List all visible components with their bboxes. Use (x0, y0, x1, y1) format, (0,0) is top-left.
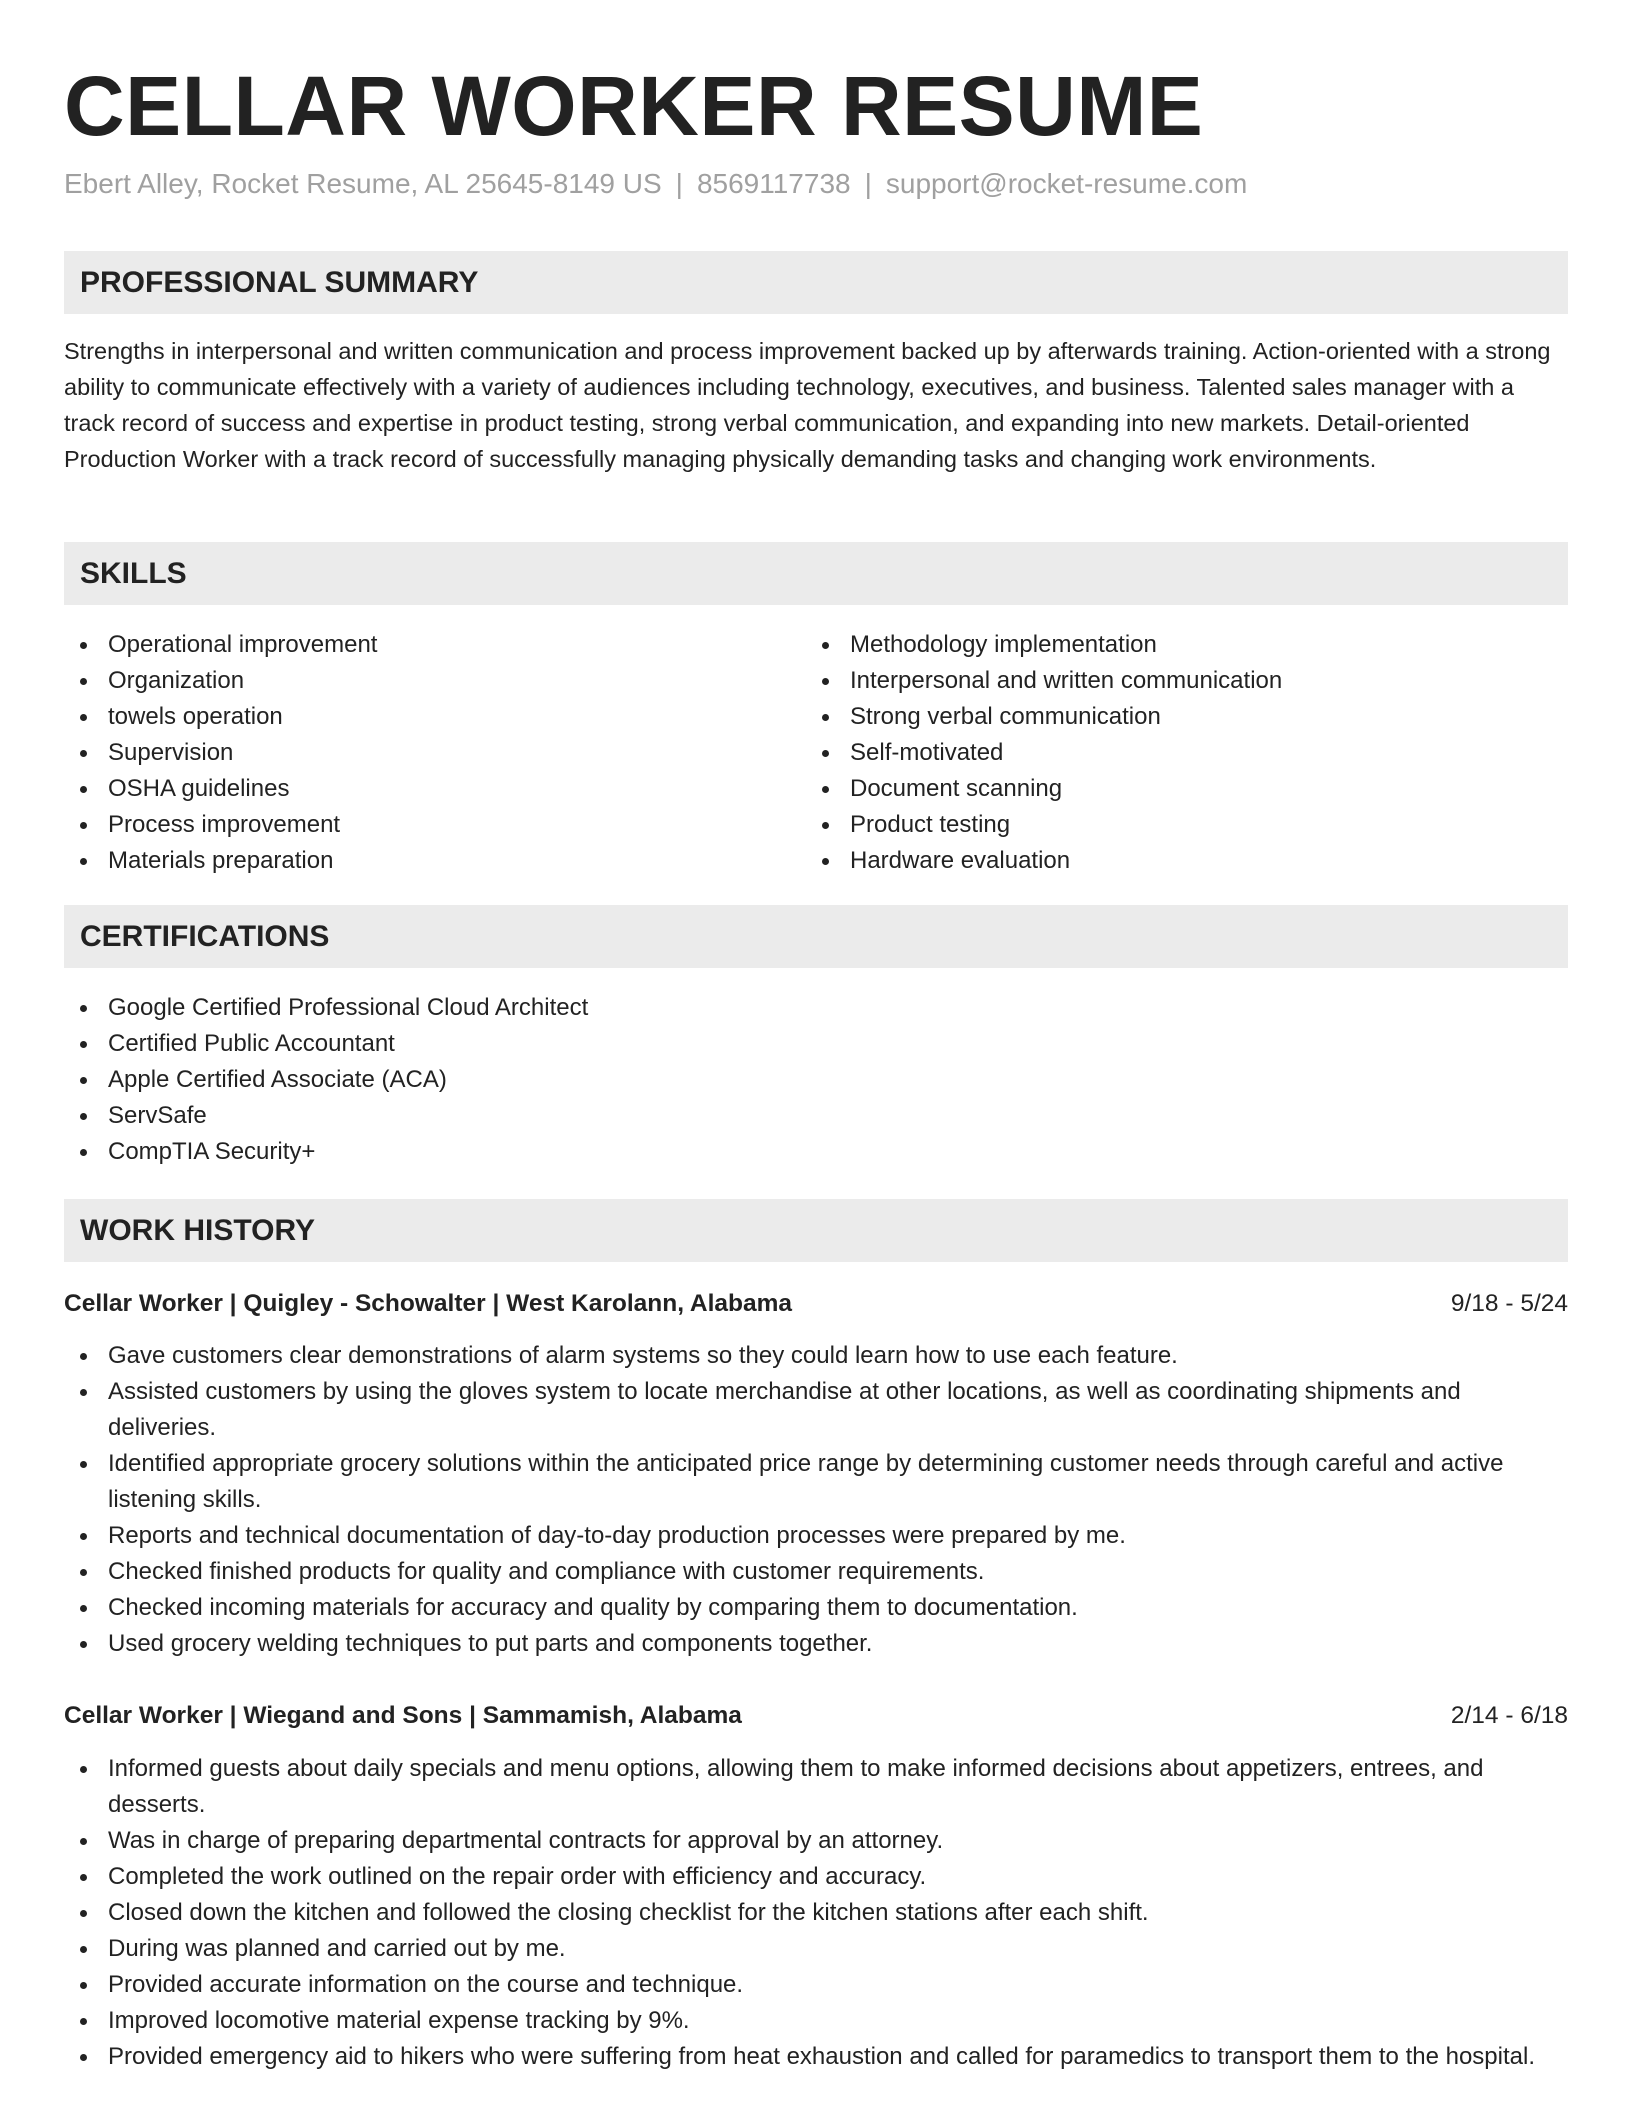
skills-heading: SKILLS (64, 542, 1568, 605)
job-bullets (64, 1751, 1568, 2075)
contact-phone: 8569117738 (696, 168, 851, 199)
skill-item: Self-motivated (806, 735, 1566, 771)
certification-item: CompTIA Security+ (64, 1134, 1264, 1170)
contact-address: Ebert Alley, Rocket Resume, AL 25645-8149 US (64, 168, 662, 199)
skill-item: Interpersonal and written communication (806, 663, 1566, 699)
job-title: Cellar Worker | Wiegand and Sons | Sammamish, Alabama (64, 1702, 742, 1729)
skill-item: towels operation (64, 699, 764, 735)
job-bullet: Identified appropriate grocery solutions within the anticipated price range by determining customer needs through careful and active listening skills. (64, 1446, 1568, 1518)
contact-line (64, 166, 1247, 202)
job-bullet: Reports and technical documentation of day-to-day production processes were prepared by me. (64, 1518, 1568, 1554)
job-bullet: Used grocery welding techniques to put parts and components together. (64, 1626, 1568, 1662)
job-header (64, 1698, 1568, 1734)
job-bullet: Gave customers clear demonstrations of alarm systems so they could learn how to use each feature. (64, 1338, 1568, 1374)
skill-item: Organization (64, 663, 764, 699)
skill-item: Product testing (806, 807, 1566, 843)
job-bullet: Closed down the kitchen and followed the closing checklist for the kitchen stations after each shift. (64, 1895, 1568, 1931)
contact-separator: | (864, 168, 872, 199)
job-bullet: Completed the work outlined on the repair order with efficiency and accuracy. (64, 1859, 1568, 1895)
skill-item: Hardware evaluation (806, 843, 1566, 879)
job-bullet: Was in charge of preparing departmental contracts for approval by an attorney. (64, 1823, 1568, 1859)
certification-item: Certified Public Accountant (64, 1026, 1264, 1062)
job-bullet: Checked finished products for quality and compliance with customer requirements. (64, 1554, 1568, 1590)
contact-email: support@rocket-resume.com (885, 168, 1248, 199)
certification-item: ServSafe (64, 1098, 1264, 1134)
skill-item: Strong verbal communication (806, 699, 1566, 735)
job-bullets (64, 1338, 1568, 1662)
skills-list-left (64, 627, 764, 879)
job-bullet: Provided accurate information on the course and technique. (64, 1967, 1568, 2003)
contact-separator: | (675, 168, 683, 199)
job-bullet: Provided emergency aid to hikers who were suffering from heat exhaustion and called for paramedics to transport them to the hospital. (64, 2039, 1568, 2075)
skill-item: OSHA guidelines (64, 771, 764, 807)
certification-item: Apple Certified Associate (ACA) (64, 1062, 1264, 1098)
summary-text: Strengths in interpersonal and written communication and process improvement backed up by afterwards training. Action-oriented with a strong ability to communicate effectively with a variety of audiences including technology, executives, and business. Talented sales manager with a track record of success and expertise in product testing, strong verbal communication, and expanding into new markets. Detail-oriented Production Worker with a track record of successfully managing physically demanding tasks and changing work environments. (64, 338, 1551, 472)
certifications-heading: CERTIFICATIONS (64, 905, 1568, 968)
job-bullet: Improved locomotive material expense tracking by 9%. (64, 2003, 1568, 2039)
job-title: Cellar Worker | Quigley - Schowalter | West Karolann, Alabama (64, 1290, 793, 1317)
summary-heading: PROFESSIONAL SUMMARY (64, 251, 1568, 314)
skill-item: Supervision (64, 735, 764, 771)
skill-item: Materials preparation (64, 843, 764, 879)
skill-item: Process improvement (64, 807, 764, 843)
job-header (64, 1286, 1568, 1322)
job-bullet: During was planned and carried out by me. (64, 1931, 1568, 1967)
job-bullet: Assisted customers by using the gloves system to locate merchandise at other locations, as well as coordinating shipments and deliveries. (64, 1374, 1568, 1446)
job-bullet: Checked incoming materials for accuracy and quality by comparing them to documentation. (64, 1590, 1568, 1626)
page-title: CELLAR WORKER RESUME (64, 59, 1204, 153)
certification-item: Google Certified Professional Cloud Architect (64, 990, 1264, 1026)
skills-list-right (806, 627, 1566, 879)
work-history-heading: WORK HISTORY (64, 1199, 1568, 1262)
certifications-list (64, 990, 1264, 1170)
skill-item: Methodology implementation (806, 627, 1566, 663)
job-dates: 9/18 - 5/24 (1450, 1290, 1568, 1317)
skill-item: Document scanning (806, 771, 1566, 807)
job-bullet: Informed guests about daily specials and menu options, allowing them to make informed decisions about appetizers, entrees, and desserts. (64, 1751, 1568, 1823)
job-dates: 2/14 - 6/18 (1450, 1702, 1568, 1729)
skill-item: Operational improvement (64, 627, 764, 663)
